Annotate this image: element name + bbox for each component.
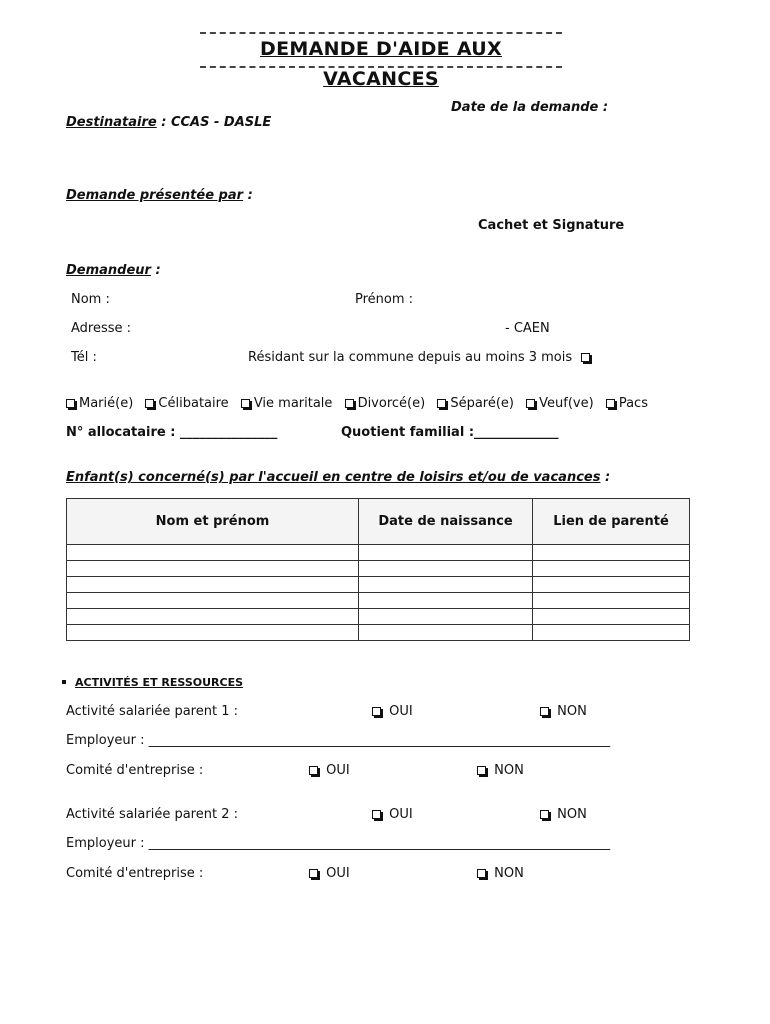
checkbox-icon[interactable]: [145, 399, 154, 408]
table-cell[interactable]: [359, 625, 533, 641]
table-row[interactable]: [67, 545, 690, 561]
checkbox-icon[interactable]: [309, 766, 318, 775]
table-row[interactable]: [67, 593, 690, 609]
table-cell[interactable]: [67, 561, 359, 577]
header-date-naissance: Date de naissance: [359, 499, 533, 545]
situation-label: Pacs: [618, 396, 648, 411]
prenom-field[interactable]: Prénom :: [355, 292, 414, 307]
enfants-label: Enfant(s) concerné(s) par l'accueil en centre de loisirs et/ou de vacances: [66, 470, 601, 485]
table-cell[interactable]: [67, 577, 359, 593]
activite-parent2-non[interactable]: [540, 807, 587, 822]
demandeur-colon: :: [150, 263, 161, 278]
non-label: NON: [494, 763, 524, 778]
header-lien-parente: Lien de parenté: [533, 499, 690, 545]
situation-label: Vie maritale: [253, 396, 333, 411]
residant-checkbox-icon[interactable]: [581, 353, 590, 362]
checkbox-icon[interactable]: [66, 399, 75, 408]
date-demande-label: Date de la demande :: [451, 100, 609, 115]
comite-parent2-label: Comité d'entreprise :: [66, 866, 204, 881]
oui-label: OUI: [389, 704, 413, 719]
table-cell[interactable]: [533, 609, 690, 625]
checkbox-icon[interactable]: [372, 707, 381, 716]
checkbox-icon[interactable]: [540, 707, 549, 716]
checkbox-icon[interactable]: [477, 766, 486, 775]
table-cell[interactable]: [533, 561, 690, 577]
allocataire-field[interactable]: N° allocataire : _______________: [66, 425, 278, 440]
table-cell[interactable]: [67, 545, 359, 561]
bullet-icon: [62, 680, 66, 684]
checkbox-icon[interactable]: [345, 399, 354, 408]
presentee-line: [66, 188, 253, 203]
page-title: DEMANDE D'AIDE AUX VACANCES: [260, 38, 502, 90]
checkbox-icon[interactable]: [526, 399, 535, 408]
quotient-field[interactable]: Quotient familial :_____________: [341, 425, 559, 440]
situation-label: Divorcé(e): [357, 396, 426, 411]
activite-parent1-label: Activité salariée parent 1 :: [66, 704, 238, 719]
employeur-parent2-field[interactable]: Employeur : _______________________________________________________________________: [66, 836, 611, 851]
checkbox-icon[interactable]: [437, 399, 446, 408]
situation-option-veuf[interactable]: [526, 396, 594, 411]
presentee-label: Demande présentée par: [66, 188, 244, 203]
table-cell[interactable]: [533, 577, 690, 593]
table-row[interactable]: [67, 561, 690, 577]
cachet-signature-label: Cachet et Signature: [478, 218, 625, 233]
checkbox-icon[interactable]: [241, 399, 250, 408]
table-header-row: [67, 499, 690, 545]
non-label: NON: [494, 866, 524, 881]
enfants-line: [66, 470, 610, 485]
table-cell[interactable]: [67, 625, 359, 641]
table-row[interactable]: [67, 577, 690, 593]
non-label: NON: [557, 807, 587, 822]
header-nom-prenom: Nom et prénom: [67, 499, 359, 545]
ville-label: - CAEN: [505, 321, 550, 336]
situation-label: Marié(e): [79, 396, 134, 411]
checkbox-icon[interactable]: [372, 810, 381, 819]
activite-parent1-oui[interactable]: [372, 704, 413, 719]
oui-label: OUI: [326, 866, 350, 881]
situation-option-marie[interactable]: [66, 396, 133, 411]
oui-label: OUI: [389, 807, 413, 822]
destinataire-line: [66, 115, 271, 130]
checkbox-icon[interactable]: [606, 399, 615, 408]
table-cell[interactable]: [533, 593, 690, 609]
checkbox-icon[interactable]: [309, 869, 318, 878]
table-cell[interactable]: [359, 561, 533, 577]
activite-parent2-label: Activité salariée parent 2 :: [66, 807, 238, 822]
demandeur-label: Demandeur: [66, 263, 151, 278]
comite-parent2-oui[interactable]: [309, 866, 350, 881]
demandeur-line: [66, 263, 161, 278]
situation-label: Célibataire: [158, 396, 229, 411]
section-activites: [62, 676, 243, 689]
table-cell[interactable]: [67, 593, 359, 609]
situation-option-celibataire[interactable]: [145, 396, 228, 411]
residant-label: Résidant sur la commune depuis au moins 3 mois: [248, 350, 573, 365]
checkbox-icon[interactable]: [477, 869, 486, 878]
situation-option-divorce[interactable]: [345, 396, 426, 411]
title-frame: [200, 32, 562, 90]
activite-parent2-oui[interactable]: [372, 807, 413, 822]
nom-field[interactable]: Nom :: [71, 292, 110, 307]
comite-parent1-label: Comité d'entreprise :: [66, 763, 204, 778]
table-cell[interactable]: [67, 609, 359, 625]
tel-field[interactable]: Tél :: [71, 350, 97, 365]
situation-label: Séparé(e): [450, 396, 514, 411]
situation-option-pacs[interactable]: [606, 396, 648, 411]
table-cell[interactable]: [359, 609, 533, 625]
presentee-colon: :: [243, 188, 253, 203]
employeur-parent1-field[interactable]: Employeur : _______________________________________________________________________: [66, 733, 611, 748]
destinataire-label: Destinataire: [66, 115, 157, 130]
section-title: ACTIVITÉS ET RESSOURCES: [75, 676, 244, 689]
table-cell[interactable]: [359, 577, 533, 593]
situation-option-separe[interactable]: [437, 396, 514, 411]
table-cell[interactable]: [533, 625, 690, 641]
situation-option-vie-maritale[interactable]: [241, 396, 333, 411]
activite-parent1-non[interactable]: [540, 704, 587, 719]
residant-option[interactable]: [248, 350, 594, 365]
enfants-colon: :: [600, 470, 611, 485]
table-cell[interactable]: [359, 545, 533, 561]
table-cell[interactable]: [359, 593, 533, 609]
adresse-field[interactable]: Adresse :: [71, 321, 132, 336]
enfants-table: [66, 498, 690, 641]
checkbox-icon[interactable]: [540, 810, 549, 819]
situation-label: Veuf(ve): [539, 396, 594, 411]
table-cell[interactable]: [533, 545, 690, 561]
situation-row: [66, 396, 648, 411]
non-label: NON: [557, 704, 587, 719]
table-row[interactable]: [67, 625, 690, 641]
comite-parent1-non[interactable]: [477, 763, 524, 778]
destinataire-value: : CCAS - DASLE: [156, 115, 272, 130]
comite-parent2-non[interactable]: [477, 866, 524, 881]
oui-label: OUI: [326, 763, 350, 778]
comite-parent1-oui[interactable]: [309, 763, 350, 778]
table-row[interactable]: [67, 609, 690, 625]
